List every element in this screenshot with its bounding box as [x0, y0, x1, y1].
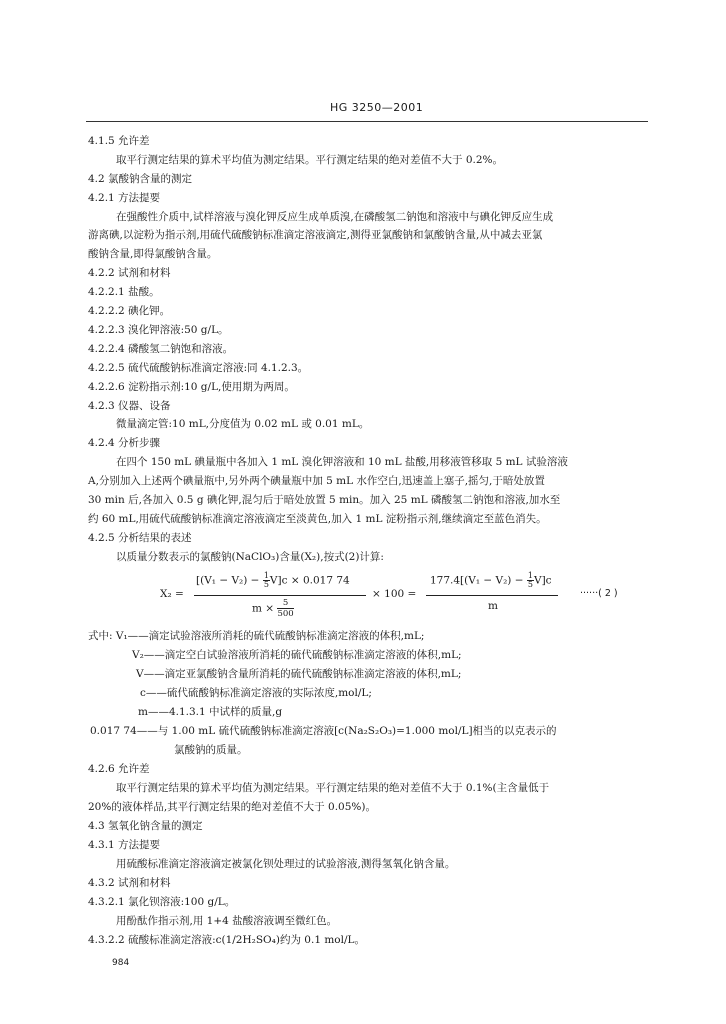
- where-item: 0.017 74——与 1.00 mL 硫代硫酸钠标准滴定溶液[c(Na₂S₂O₃)=1.000 mol/L]相当的以克表示的: [90, 725, 557, 737]
- fraction-bar-2: [426, 595, 558, 596]
- list-item: 4.2.2.5 硫代硫酸钠标准滴定溶液:同 4.1.2.3。: [88, 362, 309, 374]
- formula-numerator-2: 177.4[(V₁ − V₂) − $\frac{1}{5}$ V]c: [430, 571, 552, 589]
- fraction-bar-1: [194, 595, 366, 596]
- heading-4-2: 4.2 氯酸钠含量的测定: [88, 173, 193, 185]
- paragraph: 用硫酸标准滴定溶液滴定被氯化钡处理过的试验溶液,测得氢氧化钠含量。: [116, 858, 456, 870]
- heading-4-2-3: 4.2.3 仪器、设备: [88, 400, 171, 412]
- list-item: 4.2.2.4 磷酸氢二钠饱和溶液。: [88, 343, 234, 355]
- formula-lhs: X₂ =: [160, 588, 184, 600]
- header-rule: [86, 121, 648, 122]
- equation-number: ······( 2 ): [580, 588, 618, 599]
- paragraph: 约 60 mL,用硫代硫酸钠标准滴定溶液滴定至淡黄色,加入 1 mL 淀粉指示剂,继续滴定至蓝色消失。: [88, 513, 547, 525]
- paragraph: 酸钠含量,即得氯酸钠含量。: [88, 248, 218, 260]
- heading-4-2-5: 4.2.5 分析结果的表述: [88, 532, 192, 544]
- heading-4-2-2: 4.2.2 试剂和材料: [88, 267, 171, 279]
- list-item: 4.3.2.2 硫酸标准滴定溶液:c(1/2H₂SO₄)约为 0.1 mol/L。: [88, 934, 365, 946]
- paragraph: 20%的液体样品,其平行测定结果的绝对差值不大于 0.05%)。: [88, 801, 376, 813]
- heading-4-3: 4.3 氢氧化钠含量的测定: [88, 820, 203, 832]
- formula-2: [160, 568, 650, 628]
- list-item: 4.2.2.2 碘化钾。: [88, 305, 171, 317]
- paragraph: 取平行测定结果的算术平均值为测定结果。平行测定结果的绝对差值不大于 0.2%。: [116, 154, 504, 166]
- list-item: 4.2.2.3 溴化钾溶液:50 g/L。: [88, 324, 229, 336]
- paragraph: 在强酸性介质中,试样溶液与溴化钾反应生成单质溴,在磷酸氢二钠饱和溶液中与碘化钾反应生成: [116, 211, 554, 223]
- small-fraction: $\frac{1}{5}$: [263, 571, 269, 589]
- where-item: m——4.1.3.1 中试样的质量,g: [138, 706, 283, 718]
- standard-header: HG 3250—2001: [330, 101, 424, 114]
- paragraph: 以质量分数表示的氯酸钠(NaClO₃)含量(X₂),按式(2)计算:: [116, 551, 384, 563]
- list-item: 4.3.2.1 氯化钡溶液:100 g/L。: [88, 896, 236, 908]
- list-item: 4.2.2.1 盐酸。: [88, 286, 160, 298]
- formula-numerator-1: [(V₁ − V₂) − $\frac{1}{5}$ V]c × 0.017 74: [196, 571, 350, 589]
- paragraph: 游离碘,以淀粉为指示剂,用硫代硫酸钠标准滴定溶液滴定,测得亚氯酸钠和氯酸钠含量,从中减去亚氯: [88, 229, 543, 241]
- heading-4-2-4: 4.2.4 分析步骤: [88, 437, 161, 449]
- paragraph: A,分别加入上述两个碘量瓶中,另外两个碘量瓶中加 5 mL 水作空白,迅速盖上塞子,摇匀,于暗处放置: [88, 475, 545, 487]
- heading-4-2-1: 4.2.1 方法提要: [88, 192, 161, 204]
- paragraph: 在四个 150 mL 碘量瓶中各加入 1 mL 溴化钾溶液和 10 mL 盐酸,用移液管移取 5 mL 试验溶液: [116, 456, 568, 468]
- paragraph: 微量滴定管:10 mL,分度值为 0.02 mL 或 0.01 mL。: [116, 418, 370, 430]
- paragraph: 取平行测定结果的算术平均值为测定结果。平行测定结果的绝对差值不大于 0.1%(主含量低于: [116, 782, 550, 794]
- heading-4-2-6: 4.2.6 允许差: [88, 763, 150, 775]
- formula-denominator-1: m × $\frac{5}{500}$: [252, 598, 294, 619]
- where-item: V——滴定亚氯酸钠含量所消耗的硫代硫酸钠标准滴定溶液的体积,mL;: [136, 668, 462, 680]
- formula-denominator-2: m: [488, 600, 498, 612]
- paragraph: 30 min 后,各加入 0.5 g 碘化钾,混匀后于暗处放置 5 min。加入 25 mL 磷酸氢二钠饱和溶液,加水至: [88, 494, 561, 506]
- where-item: c——硫代硫酸钠标准滴定溶液的实际浓度,mol/L;: [140, 687, 372, 699]
- page-number: 984: [112, 958, 130, 968]
- heading-4-3-1: 4.3.1 方法提要: [88, 839, 161, 851]
- heading-4-3-2: 4.3.2 试剂和材料: [88, 877, 171, 889]
- list-item: 4.2.2.6 淀粉指示剂:10 g/L,使用期为两周。: [88, 381, 295, 393]
- where-item: 式中: V₁——滴定试验溶液所消耗的硫代硫酸钠标准滴定溶液的体积,mL;: [88, 630, 425, 642]
- where-item: V₂——滴定空白试验溶液所消耗的硫代硫酸钠标准滴定溶液的体积,mL;: [132, 649, 462, 661]
- heading-4-1-5: 4.1.5 允许差: [88, 135, 150, 147]
- formula-times-100: × 100 =: [372, 588, 417, 600]
- small-fraction: $\frac{1}{5}$: [527, 571, 533, 589]
- denominator-fraction: $\frac{5}{500}$: [277, 598, 294, 619]
- paragraph: 用酚酞作指示剂,用 1+4 盐酸溶液调至微红色。: [116, 915, 338, 927]
- where-item: 氯酸钠的质量。: [174, 744, 248, 756]
